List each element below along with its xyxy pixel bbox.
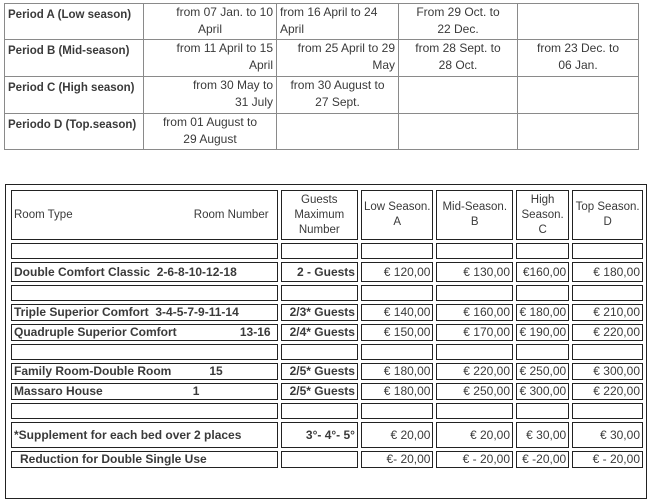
period-range: [399, 77, 518, 114]
room-row: [11, 363, 643, 380]
room-row: [11, 383, 643, 400]
spacer-row: [11, 344, 643, 360]
price-top: € 220,00: [572, 324, 643, 341]
period-label: Period C (High season): [5, 77, 144, 114]
period-range: from 30 August to 27 Sept.: [277, 77, 399, 114]
room-name-cell: Double Comfort Classic 2-6-8-10-12-18: [11, 262, 278, 282]
price-high: € 190,00: [516, 324, 569, 341]
price-table-frame: [5, 184, 647, 499]
supplement-row: [11, 422, 643, 448]
price-high: € 300,00: [516, 383, 569, 400]
room-name-cell: Family Room-Double Room 15: [11, 363, 278, 380]
guests-cell: 2/5* Guests: [281, 363, 358, 380]
reduction-label: Reduction for Double Single Use: [11, 451, 278, 468]
spacer-row: [11, 285, 643, 301]
guests-cell: 2/3* Guests: [281, 304, 358, 321]
guests-cell: 2 - Guests: [281, 262, 358, 282]
period-range: from 11 April to 15 April: [144, 40, 277, 77]
room-row: [11, 324, 643, 341]
price-top: € 210,00: [572, 304, 643, 321]
price-top: € 180,00: [572, 262, 643, 282]
guests-cell: 2/5* Guests: [281, 383, 358, 400]
period-range: From 29 Oct. to 22 Dec.: [399, 4, 518, 40]
guests-header: Guests Maximum Number: [281, 190, 358, 240]
price-mid: € 130,00: [436, 262, 513, 282]
periods-table: [4, 3, 639, 150]
price-low: € 180,00: [361, 363, 434, 380]
price-top: € 30,00: [572, 422, 643, 448]
price-high: € 30,00: [516, 422, 569, 448]
price-mid: € 170,00: [436, 324, 513, 341]
period-label: Period A (Low season): [5, 4, 144, 40]
spacer-row: [11, 403, 643, 419]
room-name-cell: Quadruple Superior Comfort 13-16: [11, 324, 278, 341]
period-label: Period B (Mid-season): [5, 40, 144, 77]
period-range: from 28 Sept. to 28 Oct.: [399, 40, 518, 77]
low-season-header: Low Season. A: [361, 190, 434, 240]
price-mid: € 250,00: [436, 383, 513, 400]
price-low: € 20,00: [361, 422, 434, 448]
price-low: €- 20,00: [361, 451, 434, 468]
price-mid: € 220,00: [436, 363, 513, 380]
period-range: [518, 114, 639, 150]
period-label: Periodo D (Top.season): [5, 114, 144, 150]
period-range: from 01 August to 29 August: [144, 114, 277, 150]
price-high: € 250,00: [516, 363, 569, 380]
price-low: € 120,00: [361, 262, 434, 282]
period-range: [518, 4, 639, 40]
price-high: €160,00: [516, 262, 569, 282]
room-name-cell: Triple Superior Comfort 3-4-5-7-9-11-14: [11, 304, 278, 321]
period-range: from 30 May to 31 July: [144, 77, 277, 114]
price-high: € 180,00: [516, 304, 569, 321]
period-range: [277, 114, 399, 150]
mid-season-header: Mid-Season. B: [436, 190, 513, 240]
price-low: € 140,00: [361, 304, 434, 321]
price-mid: € 160,00: [436, 304, 513, 321]
period-row: [5, 77, 639, 114]
room-name-cell: Massaro House 1: [11, 383, 278, 400]
price-low: € 180,00: [361, 383, 434, 400]
period-range: from 25 April to 29 May: [277, 40, 399, 77]
spacer-row: [11, 243, 643, 259]
price-mid: € - 20,00: [436, 451, 513, 468]
period-range: [399, 114, 518, 150]
period-range: from 07 Jan. to 10 April: [144, 4, 277, 40]
room-row: [11, 262, 643, 282]
period-range: [518, 77, 639, 114]
period-range: from 16 April to 24 April: [277, 4, 399, 40]
reduction-guests: [281, 451, 358, 468]
room-row: [11, 304, 643, 321]
supplement-guests: 3°- 4°- 5°: [281, 422, 358, 448]
reduction-row: [11, 451, 643, 468]
price-low: € 150,00: [361, 324, 434, 341]
guests-cell: 2/4* Guests: [281, 324, 358, 341]
price-top: € 300,00: [572, 363, 643, 380]
price-top: € - 20,00: [572, 451, 643, 468]
price-table: [8, 187, 646, 471]
price-header-row: [11, 190, 643, 240]
price-mid: € 20,00: [436, 422, 513, 448]
high-season-header: High Season. C: [516, 190, 569, 240]
period-row: [5, 114, 639, 150]
room-type-header: Room Type Room Number: [11, 190, 278, 240]
period-row: [5, 4, 639, 40]
supplement-label: *Supplement for each bed over 2 places: [11, 422, 278, 448]
period-row: [5, 40, 639, 77]
top-season-header: Top Season. D: [572, 190, 643, 240]
price-high: € -20,00: [516, 451, 569, 468]
period-range: from 23 Dec. to 06 Jan.: [518, 40, 639, 77]
price-top: € 220,00: [572, 383, 643, 400]
